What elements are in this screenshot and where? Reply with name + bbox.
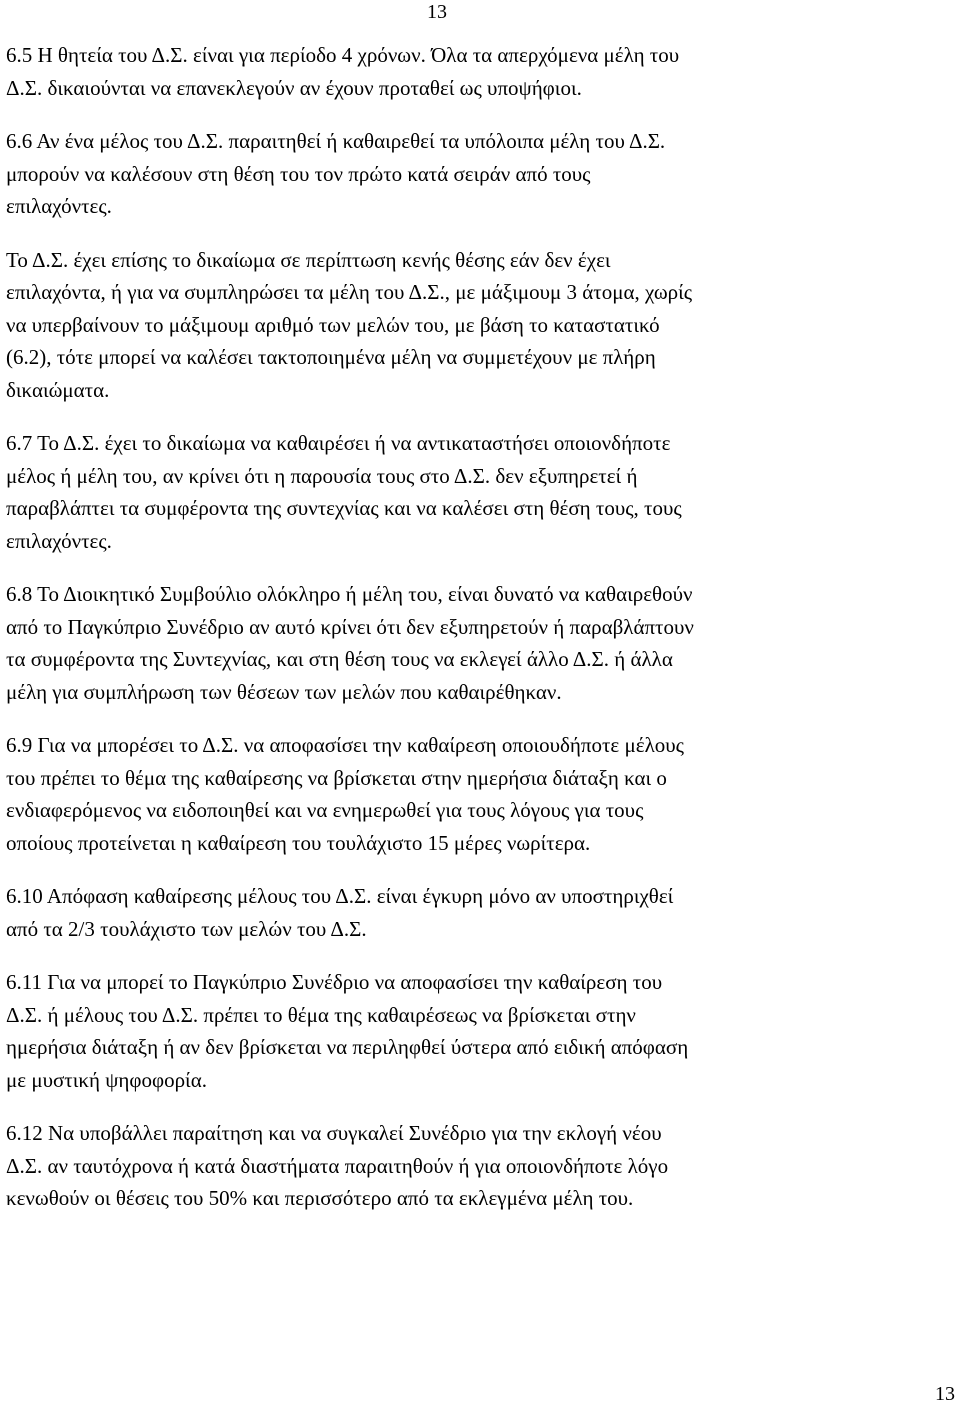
- paragraph-6-12: [6, 1117, 946, 1215]
- paragraph-6-6-continued: [6, 244, 946, 407]
- text-line: 6.12 Να υποβάλλει παραίτηση και να συγκαλεί Συνέδριο για την εκλογή νέου: [6, 1121, 662, 1145]
- text-line: 6.5 Η θητεία του Δ.Σ. είναι για περίοδο 4 χρόνων. Όλα τα απερχόμενα μέλη του: [6, 43, 680, 67]
- paragraph-6-5: [6, 39, 946, 104]
- paragraph-6-6: [6, 125, 946, 223]
- text-line: 6.10 Απόφαση καθαίρεσης μέλους του Δ.Σ. είναι έγκυρη μόνο αν υποστηριχθεί: [6, 884, 674, 908]
- text-line: από το Παγκύπριο Συνέδριο αν αυτό κρίνει ότι δεν εξυπηρετούν ή παραβλάπτουν: [6, 614, 694, 639]
- text-line: οποίους προτείνεται η καθαίρεση του τουλάχιστο 15 μέρες νωρίτερα.: [6, 830, 591, 855]
- text-line: κενωθούν οι θέσεις του 50% και περισσότερο από τα εκλεγμένα μέλη του.: [6, 1186, 634, 1210]
- text-line: 6.9 Για να μπορέσει το Δ.Σ. να αποφασίσει την καθαίρεση οποιουδήποτε μέλους: [6, 733, 684, 757]
- text-line: επιλαχόντες.: [6, 194, 112, 218]
- text-line: 6.11 Για να μπορεί το Παγκύπριο Συνέδριο να αποφασίσει την καθαίρεση του: [6, 970, 663, 994]
- text-line: Το Δ.Σ. έχει επίσης το δικαίωμα σε περίπτωση κενής θέσης εάν δεν έχει: [6, 247, 611, 272]
- text-line: Δ.Σ. δικαιούνται να επανεκλεγούν αν έχουν προταθεί ως υποψήφιοι.: [6, 75, 582, 100]
- text-line: Δ.Σ. αν ταυτόχρονα ή κατά διαστήματα παραιτηθούν ή για οποιονδήποτε λόγο: [6, 1153, 669, 1178]
- text-line: μπορούν να καλέσουν στη θέση του τον πρώτο κατά σειράν από τους: [6, 161, 591, 186]
- page-number-bottom: 13: [935, 1383, 955, 1405]
- text-line: επιλαχόντα, ή για να συμπληρώσει τα μέλη του Δ.Σ., με μάξιμουμ 3 άτομα, χωρίς: [6, 280, 693, 304]
- document-body: [6, 39, 946, 1236]
- text-line: μέλος ή μέλη του, αν κρίνει ότι η παρουσία τους στο Δ.Σ. δεν εξυπηρετεί ή: [6, 463, 638, 488]
- text-line: να υπερβαίνουν το μάξιμουμ αριθμό των μελών του, με βάση το καταστατικό: [6, 312, 660, 337]
- text-line: 6.8 Το Διοικητικό Συμβούλιο ολόκληρο ή μέλη του, είναι δυνατό να καθαιρεθούν: [6, 582, 693, 606]
- text-line: Δ.Σ. ή μέλους του Δ.Σ. πρέπει το θέμα της καθαιρέσεως να βρίσκεται στην: [6, 1002, 636, 1027]
- paragraph-6-11: [6, 966, 946, 1096]
- text-line: με μυστική ψηφοφορία.: [6, 1067, 207, 1092]
- text-line: του πρέπει το θέμα της καθαίρεσης να βρίσκεται στην ημερήσια διάταξη και ο: [6, 765, 667, 790]
- text-line: δικαιώματα.: [6, 377, 110, 402]
- text-line: από τα 2/3 τουλάχιστο των μελών του Δ.Σ.: [6, 916, 367, 941]
- paragraph-6-9: [6, 729, 946, 859]
- paragraph-6-10: [6, 880, 946, 945]
- text-line: (6.2), τότε μπορεί να καλέσει τακτοποιημένα μέλη να συμμετέχουν με πλήρη: [6, 345, 656, 369]
- page-number-top: 13: [427, 1, 447, 23]
- text-line: τα συμφέροντα της Συντεχνίας, και στη θέση τους να εκλεγεί άλλο Δ.Σ. ή άλλα: [6, 647, 673, 671]
- text-line: επιλαχόντες.: [6, 528, 112, 553]
- text-line: παραβλάπτει τα συμφέροντα της συντεχνίας και να καλέσει στη θέση τους, τους: [6, 496, 682, 520]
- text-line: 6.7 Το Δ.Σ. έχει το δικαίωμα να καθαιρέσει ή να αντικαταστήσει οποιονδήποτε: [6, 431, 671, 455]
- text-line: ενδιαφερόμενος να ειδοποιηθεί και να ενημερωθεί για τους λόγους για τους: [6, 798, 644, 822]
- paragraph-6-8: [6, 578, 946, 708]
- text-line: ημερήσια διάταξη ή αν δεν βρίσκεται να περιληφθεί ύστερα από ειδική απόφαση: [6, 1035, 689, 1059]
- text-line: 6.6 Αν ένα μέλος του Δ.Σ. παραιτηθεί ή καθαιρεθεί τα υπόλοιπα μέλη του Δ.Σ.: [6, 129, 666, 153]
- text-line: μέλη για συμπλήρωση των θέσεων των μελών που καθαιρέθηκαν.: [6, 679, 562, 704]
- paragraph-6-7: [6, 427, 946, 557]
